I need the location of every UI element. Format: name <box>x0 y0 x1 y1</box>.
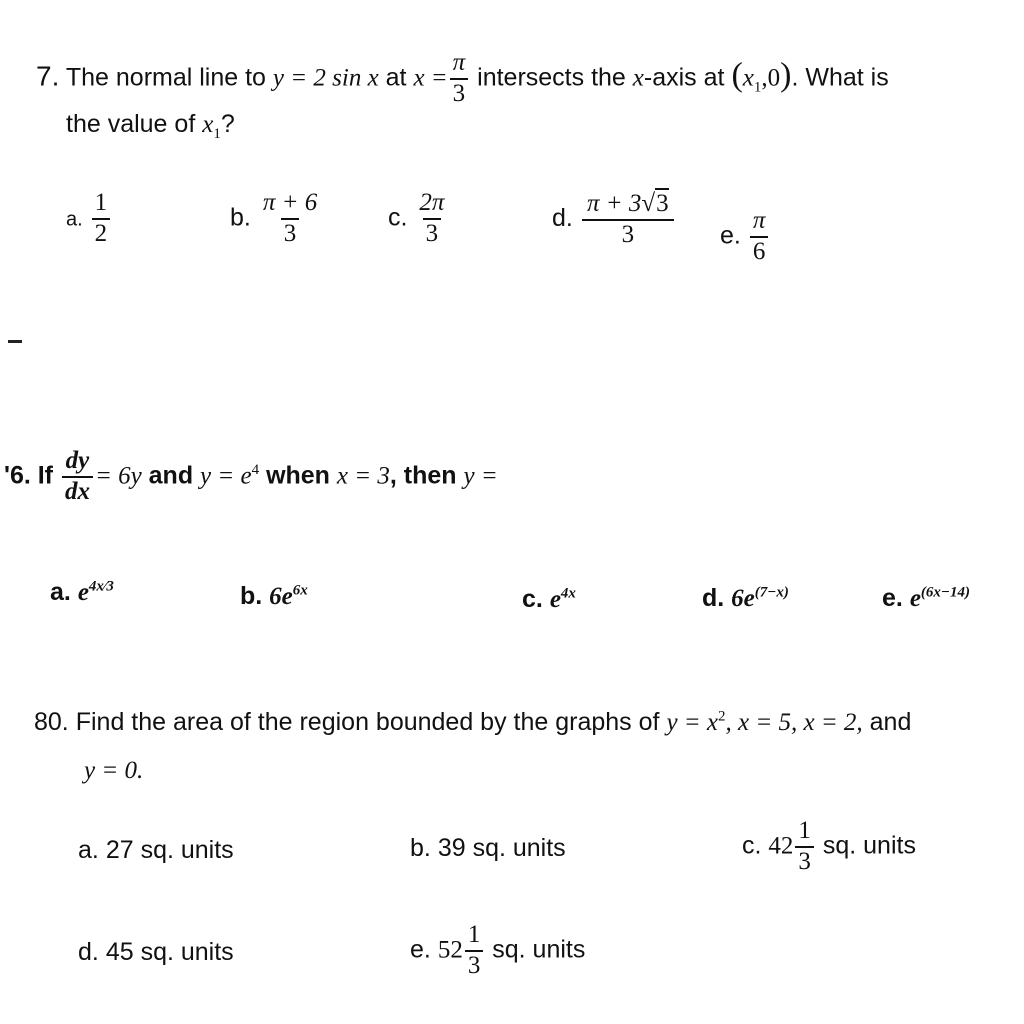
q76-option-e[interactable]: e. $e^{(6x-14)}$ <box>882 584 971 612</box>
question-80-line1: 80. Find the area of the region bounded by the graphs of $y = x^2$, x = 5, x = 2, and <box>34 708 912 736</box>
q80-option-d[interactable]: d. 45 sq. units <box>78 938 234 966</box>
q76-option-c[interactable]: c. $e^{4x}$ <box>522 585 576 613</box>
q7-option-e[interactable]: e. $\frac{\pi}{6}$ <box>720 208 770 266</box>
question-80-line2: y = 0. <box>84 757 144 784</box>
question-76: '6. If $\frac{dy}{dx}$ = 6y and $y = e^4$ when x = 3, then y = <box>4 447 498 506</box>
question-7-line2: the value of $x_1$? <box>66 110 235 142</box>
margin-mark <box>8 340 22 343</box>
q80-option-a[interactable]: a. 27 sq. units <box>78 836 234 864</box>
q7-option-c[interactable]: c. $\frac{2\pi}{3}$ <box>388 189 445 248</box>
q76-option-a[interactable]: a. $e^{4x⁄3}$ <box>50 578 114 606</box>
q7-option-d[interactable]: d. $\frac{\pi + 3√3}{3}$ <box>552 190 676 249</box>
fraction: $\frac{\pi}{3}$ <box>450 50 469 108</box>
q7-option-a[interactable]: a. $\frac{1}{2}$ <box>66 190 112 248</box>
q76-option-b[interactable]: b. $6e^{6x}$ <box>240 582 308 610</box>
dy-dx-fraction: $\frac{dy}{dx}$ <box>62 448 93 506</box>
q80-option-e[interactable]: e. 52 $\frac{1}{3}$ sq. units <box>410 921 586 980</box>
q7-option-b[interactable]: b. $\frac{\pi + 6}{3}$ <box>230 189 318 248</box>
question-7-line1: 7. The normal line to y = 2 sin x at x = $\frac{\pi}{3}$ intersects the x-axis at $(x_1,0)$. What is <box>36 49 889 108</box>
question-number: 7. <box>36 60 60 92</box>
q80-option-c[interactable]: c. 42 $\frac{1}{3}$ sq. units <box>742 817 916 876</box>
q80-option-b[interactable]: b. 39 sq. units <box>410 834 566 862</box>
q76-option-d[interactable]: d. $6e^{(7-x)}$ <box>702 584 789 612</box>
